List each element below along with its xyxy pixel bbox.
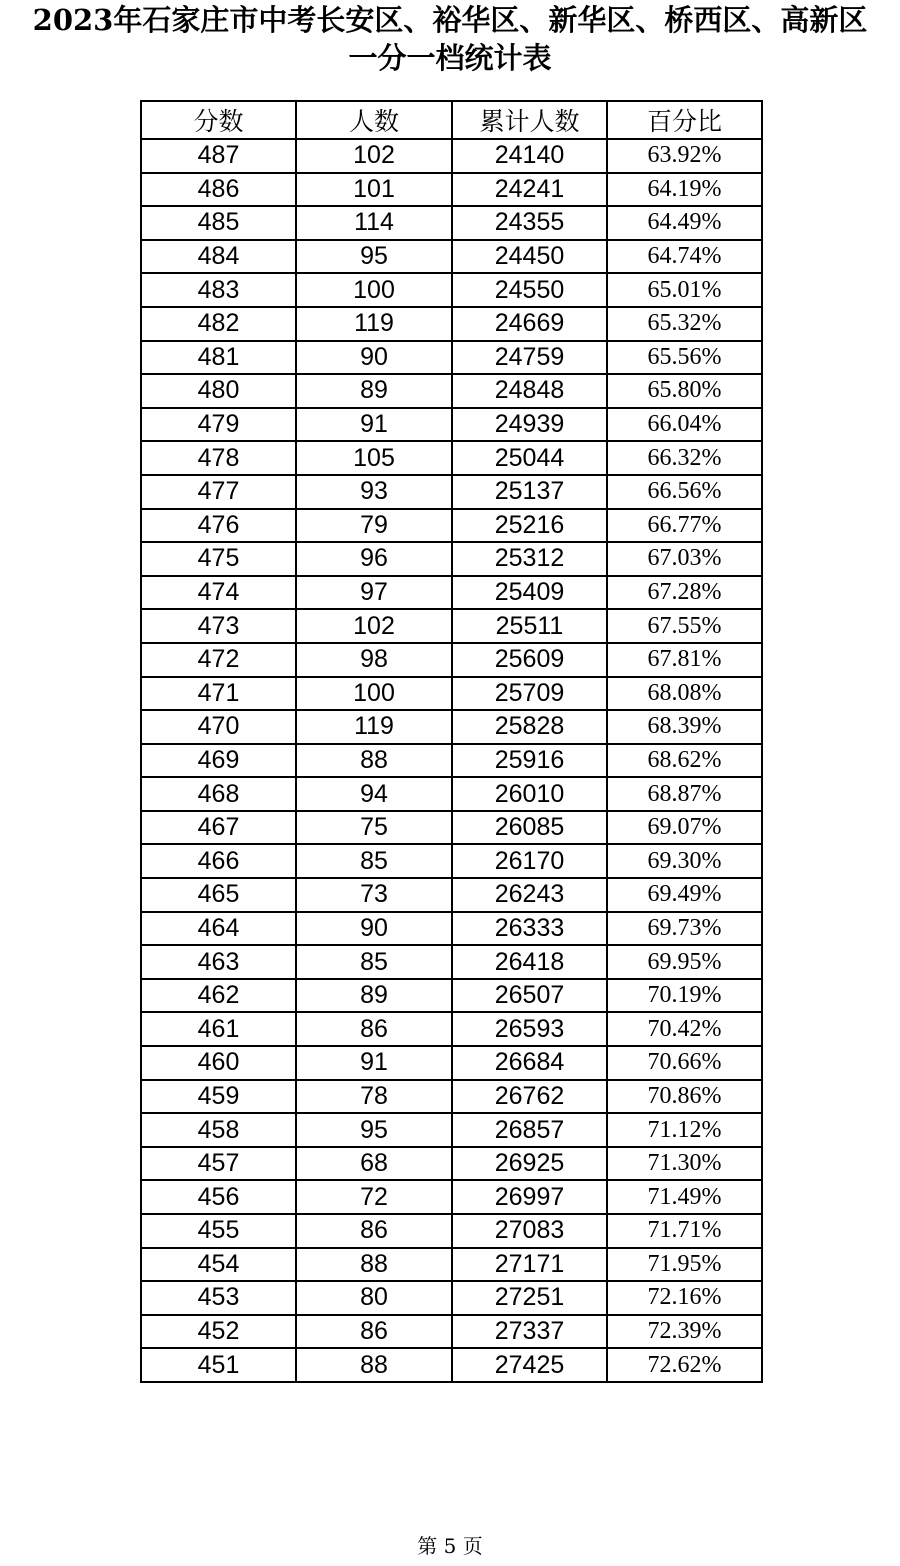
table-row <box>141 677 762 711</box>
score-cell: 459 <box>141 1080 296 1114</box>
table-row <box>141 979 762 1013</box>
score-cell: 457 <box>141 1147 296 1181</box>
table-row <box>141 509 762 543</box>
percent-cell: 65.56% <box>607 341 762 375</box>
table-row <box>141 441 762 475</box>
score-cell: 469 <box>141 744 296 778</box>
score-cell: 482 <box>141 307 296 341</box>
score-cell: 487 <box>141 139 296 173</box>
table-row <box>141 1012 762 1046</box>
count-cell: 89 <box>296 374 452 408</box>
cumulative-cell: 27083 <box>452 1214 607 1248</box>
score-cell: 452 <box>141 1315 296 1349</box>
score-cell: 458 <box>141 1113 296 1147</box>
cumulative-cell: 24450 <box>452 240 607 274</box>
score-cell: 470 <box>141 710 296 744</box>
table-row <box>141 408 762 442</box>
header-count: 人数 <box>296 101 452 139</box>
cumulative-cell: 26243 <box>452 878 607 912</box>
cumulative-cell: 26507 <box>452 979 607 1013</box>
count-cell: 91 <box>296 408 452 442</box>
count-cell: 88 <box>296 1248 452 1282</box>
score-cell: 480 <box>141 374 296 408</box>
score-cell: 468 <box>141 777 296 811</box>
cumulative-cell: 25044 <box>452 441 607 475</box>
header-cumulative: 累计人数 <box>452 101 607 139</box>
table-row <box>141 777 762 811</box>
cumulative-cell: 26593 <box>452 1012 607 1046</box>
percent-cell: 68.08% <box>607 677 762 711</box>
count-cell: 86 <box>296 1214 452 1248</box>
table-row <box>141 1147 762 1181</box>
score-cell: 475 <box>141 542 296 576</box>
score-cell: 473 <box>141 609 296 643</box>
table-row <box>141 609 762 643</box>
cumulative-cell: 26333 <box>452 912 607 946</box>
count-cell: 79 <box>296 509 452 543</box>
percent-cell: 67.03% <box>607 542 762 576</box>
count-cell: 102 <box>296 609 452 643</box>
percent-cell: 69.49% <box>607 878 762 912</box>
count-cell: 119 <box>296 710 452 744</box>
count-cell: 114 <box>296 206 452 240</box>
percent-cell: 71.49% <box>607 1180 762 1214</box>
percent-cell: 65.32% <box>607 307 762 341</box>
table-row <box>141 1214 762 1248</box>
percent-cell: 66.56% <box>607 475 762 509</box>
table-row <box>141 341 762 375</box>
table-row <box>141 1281 762 1315</box>
percent-cell: 64.49% <box>607 206 762 240</box>
percent-cell: 66.32% <box>607 441 762 475</box>
percent-cell: 67.55% <box>607 609 762 643</box>
page-title: 2023年石家庄市中考长安区、裕华区、新华区、桥西区、高新区 <box>32 3 868 37</box>
cumulative-cell: 25828 <box>452 710 607 744</box>
score-cell: 474 <box>141 576 296 610</box>
table-row <box>141 475 762 509</box>
count-cell: 95 <box>296 1113 452 1147</box>
score-cell: 476 <box>141 509 296 543</box>
cumulative-cell: 27425 <box>452 1348 607 1382</box>
count-cell: 68 <box>296 1147 452 1181</box>
percent-cell: 68.62% <box>607 744 762 778</box>
score-cell: 464 <box>141 912 296 946</box>
count-cell: 72 <box>296 1180 452 1214</box>
count-cell: 105 <box>296 441 452 475</box>
cumulative-cell: 24669 <box>452 307 607 341</box>
percent-cell: 68.39% <box>607 710 762 744</box>
table-row <box>141 542 762 576</box>
percent-cell: 71.12% <box>607 1113 762 1147</box>
cumulative-cell: 25409 <box>452 576 607 610</box>
cumulative-cell: 24939 <box>452 408 607 442</box>
cumulative-cell: 26684 <box>452 1046 607 1080</box>
count-cell: 88 <box>296 744 452 778</box>
count-cell: 96 <box>296 542 452 576</box>
percent-cell: 64.19% <box>607 173 762 207</box>
percent-cell: 72.62% <box>607 1348 762 1382</box>
table-row <box>141 374 762 408</box>
count-cell: 85 <box>296 844 452 878</box>
percent-cell: 64.74% <box>607 240 762 274</box>
header-percent: 百分比 <box>607 101 762 139</box>
score-cell: 467 <box>141 811 296 845</box>
cumulative-cell: 27171 <box>452 1248 607 1282</box>
header-score: 分数 <box>141 101 296 139</box>
percent-cell: 68.87% <box>607 777 762 811</box>
percent-cell: 69.73% <box>607 912 762 946</box>
cumulative-cell: 26925 <box>452 1147 607 1181</box>
score-cell: 486 <box>141 173 296 207</box>
score-cell: 460 <box>141 1046 296 1080</box>
percent-cell: 65.01% <box>607 273 762 307</box>
score-cell: 472 <box>141 643 296 677</box>
table-body <box>141 139 762 1382</box>
page-subtitle: 一分一档统计表 <box>348 41 552 75</box>
table-row <box>141 1248 762 1282</box>
score-cell: 454 <box>141 1248 296 1282</box>
percent-cell: 71.71% <box>607 1214 762 1248</box>
table-row <box>141 1348 762 1382</box>
score-cell: 478 <box>141 441 296 475</box>
percent-cell: 66.77% <box>607 509 762 543</box>
table-row <box>141 710 762 744</box>
score-table <box>140 100 763 1383</box>
table-row <box>141 1180 762 1214</box>
count-cell: 86 <box>296 1315 452 1349</box>
cumulative-cell: 24241 <box>452 173 607 207</box>
count-cell: 100 <box>296 273 452 307</box>
cumulative-cell: 26010 <box>452 777 607 811</box>
percent-cell: 70.66% <box>607 1046 762 1080</box>
table-row <box>141 878 762 912</box>
cumulative-cell: 27251 <box>452 1281 607 1315</box>
cumulative-cell: 25511 <box>452 609 607 643</box>
count-cell: 102 <box>296 139 452 173</box>
count-cell: 80 <box>296 1281 452 1315</box>
cumulative-cell: 24848 <box>452 374 607 408</box>
table-header-row <box>141 101 762 139</box>
cumulative-cell: 24550 <box>452 273 607 307</box>
count-cell: 78 <box>296 1080 452 1114</box>
count-cell: 119 <box>296 307 452 341</box>
cumulative-cell: 25312 <box>452 542 607 576</box>
count-cell: 97 <box>296 576 452 610</box>
count-cell: 93 <box>296 475 452 509</box>
table-row <box>141 307 762 341</box>
table-row <box>141 139 762 173</box>
table-row <box>141 811 762 845</box>
cumulative-cell: 26857 <box>452 1113 607 1147</box>
score-cell: 485 <box>141 206 296 240</box>
count-cell: 101 <box>296 173 452 207</box>
table-row <box>141 1046 762 1080</box>
cumulative-cell: 27337 <box>452 1315 607 1349</box>
count-cell: 89 <box>296 979 452 1013</box>
score-cell: 465 <box>141 878 296 912</box>
percent-cell: 70.42% <box>607 1012 762 1046</box>
percent-cell: 70.19% <box>607 979 762 1013</box>
score-cell: 484 <box>141 240 296 274</box>
table-row <box>141 945 762 979</box>
score-cell: 481 <box>141 341 296 375</box>
score-cell: 462 <box>141 979 296 1013</box>
percent-cell: 69.07% <box>607 811 762 845</box>
table-row <box>141 1315 762 1349</box>
cumulative-cell: 26762 <box>452 1080 607 1114</box>
table-row <box>141 273 762 307</box>
count-cell: 75 <box>296 811 452 845</box>
table-row <box>141 744 762 778</box>
count-cell: 100 <box>296 677 452 711</box>
cumulative-cell: 24759 <box>452 341 607 375</box>
count-cell: 85 <box>296 945 452 979</box>
score-cell: 463 <box>141 945 296 979</box>
page-number: 第 5 页 <box>417 1534 483 1558</box>
cumulative-cell: 26418 <box>452 945 607 979</box>
score-cell: 483 <box>141 273 296 307</box>
table-row <box>141 1113 762 1147</box>
cumulative-cell: 24140 <box>452 139 607 173</box>
cumulative-cell: 24355 <box>452 206 607 240</box>
table-row <box>141 1080 762 1114</box>
percent-cell: 70.86% <box>607 1080 762 1114</box>
table-row <box>141 240 762 274</box>
table-row <box>141 173 762 207</box>
score-cell: 471 <box>141 677 296 711</box>
table-row <box>141 643 762 677</box>
percent-cell: 71.95% <box>607 1248 762 1282</box>
score-cell: 451 <box>141 1348 296 1382</box>
score-cell: 455 <box>141 1214 296 1248</box>
percent-cell: 72.16% <box>607 1281 762 1315</box>
score-cell: 456 <box>141 1180 296 1214</box>
count-cell: 88 <box>296 1348 452 1382</box>
cumulative-cell: 25137 <box>452 475 607 509</box>
percent-cell: 67.81% <box>607 643 762 677</box>
cumulative-cell: 25916 <box>452 744 607 778</box>
count-cell: 86 <box>296 1012 452 1046</box>
percent-cell: 69.95% <box>607 945 762 979</box>
table-row <box>141 206 762 240</box>
score-cell: 479 <box>141 408 296 442</box>
count-cell: 90 <box>296 341 452 375</box>
percent-cell: 71.30% <box>607 1147 762 1181</box>
cumulative-cell: 25609 <box>452 643 607 677</box>
count-cell: 90 <box>296 912 452 946</box>
percent-cell: 69.30% <box>607 844 762 878</box>
percent-cell: 66.04% <box>607 408 762 442</box>
count-cell: 98 <box>296 643 452 677</box>
cumulative-cell: 25216 <box>452 509 607 543</box>
percent-cell: 67.28% <box>607 576 762 610</box>
percent-cell: 72.39% <box>607 1315 762 1349</box>
count-cell: 91 <box>296 1046 452 1080</box>
cumulative-cell: 25709 <box>452 677 607 711</box>
table-row <box>141 576 762 610</box>
cumulative-cell: 26170 <box>452 844 607 878</box>
score-cell: 461 <box>141 1012 296 1046</box>
cumulative-cell: 26997 <box>452 1180 607 1214</box>
table-row <box>141 912 762 946</box>
percent-cell: 63.92% <box>607 139 762 173</box>
cumulative-cell: 26085 <box>452 811 607 845</box>
score-cell: 477 <box>141 475 296 509</box>
score-cell: 466 <box>141 844 296 878</box>
percent-cell: 65.80% <box>607 374 762 408</box>
count-cell: 95 <box>296 240 452 274</box>
score-cell: 453 <box>141 1281 296 1315</box>
count-cell: 73 <box>296 878 452 912</box>
table-row <box>141 844 762 878</box>
count-cell: 94 <box>296 777 452 811</box>
